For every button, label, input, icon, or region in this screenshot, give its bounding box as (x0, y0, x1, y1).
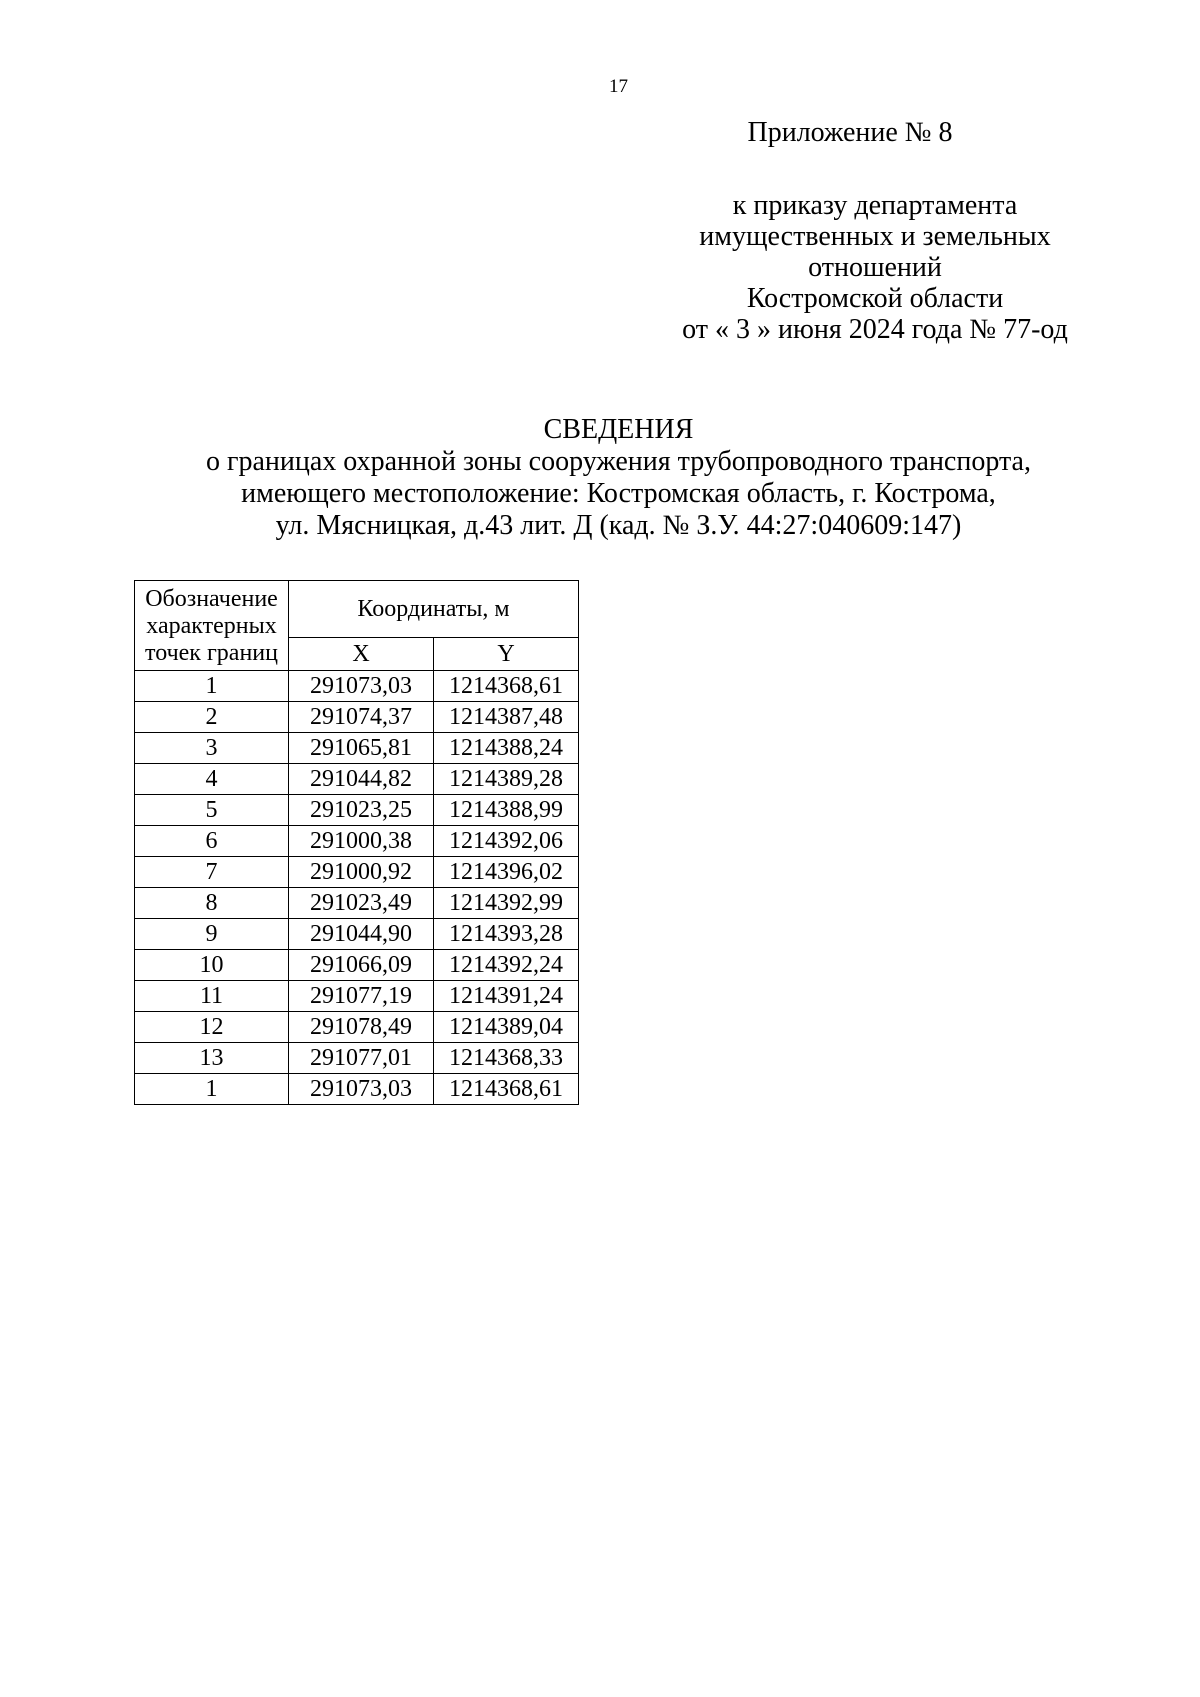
y-coordinate-cell: 1214389,28 (434, 764, 579, 795)
x-coordinate-cell: 291074,37 (289, 702, 434, 733)
order-line: отношений (808, 252, 942, 283)
y-coordinate-cell: 1214388,99 (434, 795, 579, 826)
x-coordinate-cell: 291000,38 (289, 826, 434, 857)
point-cell: 3 (135, 733, 289, 764)
x-coordinate-cell: 291077,01 (289, 1043, 434, 1074)
y-column-header: Y (434, 638, 579, 671)
appendix-title: Приложение № 8 (747, 117, 953, 148)
x-coordinate-cell: 291077,19 (289, 981, 434, 1012)
y-coordinate-cell: 1214368,61 (434, 671, 579, 702)
x-coordinate-cell: 291073,03 (289, 671, 434, 702)
table-row (135, 888, 579, 919)
y-coordinate-cell: 1214389,04 (434, 1012, 579, 1043)
point-cell: 2 (135, 702, 289, 733)
y-coordinate-cell: 1214392,99 (434, 888, 579, 919)
y-coordinate-cell: 1214387,48 (434, 702, 579, 733)
order-line: Костромской области (746, 283, 1004, 314)
table-row (135, 764, 579, 795)
document-heading (0, 414, 1200, 542)
y-coordinate-cell: 1214392,24 (434, 950, 579, 981)
point-header-line: характерных (146, 613, 277, 639)
table-row (135, 733, 579, 764)
order-date-line: от « 3 » июня 2024 года № 77-од (682, 314, 1068, 345)
point-cell: 8 (135, 888, 289, 919)
y-coordinate-cell: 1214392,06 (434, 826, 579, 857)
point-cell: 13 (135, 1043, 289, 1074)
table-row (135, 981, 579, 1012)
y-coordinate-cell: 1214396,02 (434, 857, 579, 888)
x-coordinate-cell: 291023,49 (289, 888, 434, 919)
x-coordinate-cell: 291065,81 (289, 733, 434, 764)
heading-title: СВЕДЕНИЯ (543, 414, 694, 445)
point-cell: 10 (135, 950, 289, 981)
x-coordinate-cell: 291044,82 (289, 764, 434, 795)
point-cell: 5 (135, 795, 289, 826)
coordinates-header: Координаты, м (289, 581, 579, 638)
table-header-row (135, 581, 579, 638)
order-line: имущественных и земельных (699, 221, 1051, 252)
x-column-header: X (289, 638, 434, 671)
x-coordinate-cell: 291073,03 (289, 1074, 434, 1105)
y-coordinate-cell: 1214388,24 (434, 733, 579, 764)
table-row (135, 826, 579, 857)
coordinates-table (134, 580, 579, 1105)
x-coordinate-cell: 291023,25 (289, 795, 434, 826)
x-coordinate-cell: 291078,49 (289, 1012, 434, 1043)
table-row (135, 1043, 579, 1074)
point-header-line: точек границ (145, 640, 278, 666)
point-cell: 9 (135, 919, 289, 950)
table-row (135, 1012, 579, 1043)
table-row (135, 857, 579, 888)
table-row (135, 795, 579, 826)
point-cell: 1 (135, 1074, 289, 1105)
point-cell: 11 (135, 981, 289, 1012)
y-coordinate-cell: 1214368,61 (434, 1074, 579, 1105)
order-line: к приказу департамента (732, 190, 1018, 221)
y-coordinate-cell: 1214391,24 (434, 981, 579, 1012)
heading-subtitle-line: имеющего местоположение: Костромская область, г. Кострома, (241, 478, 996, 509)
point-cell: 4 (135, 764, 289, 795)
y-coordinate-cell: 1214368,33 (434, 1043, 579, 1074)
x-coordinate-cell: 291066,09 (289, 950, 434, 981)
page-number: 17 (609, 76, 628, 97)
point-header-line: Обозначение (145, 586, 278, 612)
table-row (135, 702, 579, 733)
point-cell: 1 (135, 671, 289, 702)
point-cell: 12 (135, 1012, 289, 1043)
heading-subtitle-line: ул. Мясницкая, д.43 лит. Д (кад. № З.У. 44:27:040609:147) (275, 510, 962, 541)
point-column-header (135, 581, 289, 671)
heading-subtitle-line: о границах охранной зоны сооружения трубопроводного транспорта, (206, 446, 1031, 477)
table-row (135, 950, 579, 981)
order-reference (640, 190, 1110, 345)
x-coordinate-cell: 291000,92 (289, 857, 434, 888)
point-cell: 7 (135, 857, 289, 888)
y-coordinate-cell: 1214393,28 (434, 919, 579, 950)
x-coordinate-cell: 291044,90 (289, 919, 434, 950)
table-row (135, 671, 579, 702)
table-row (135, 919, 579, 950)
table-row (135, 1074, 579, 1105)
point-cell: 6 (135, 826, 289, 857)
